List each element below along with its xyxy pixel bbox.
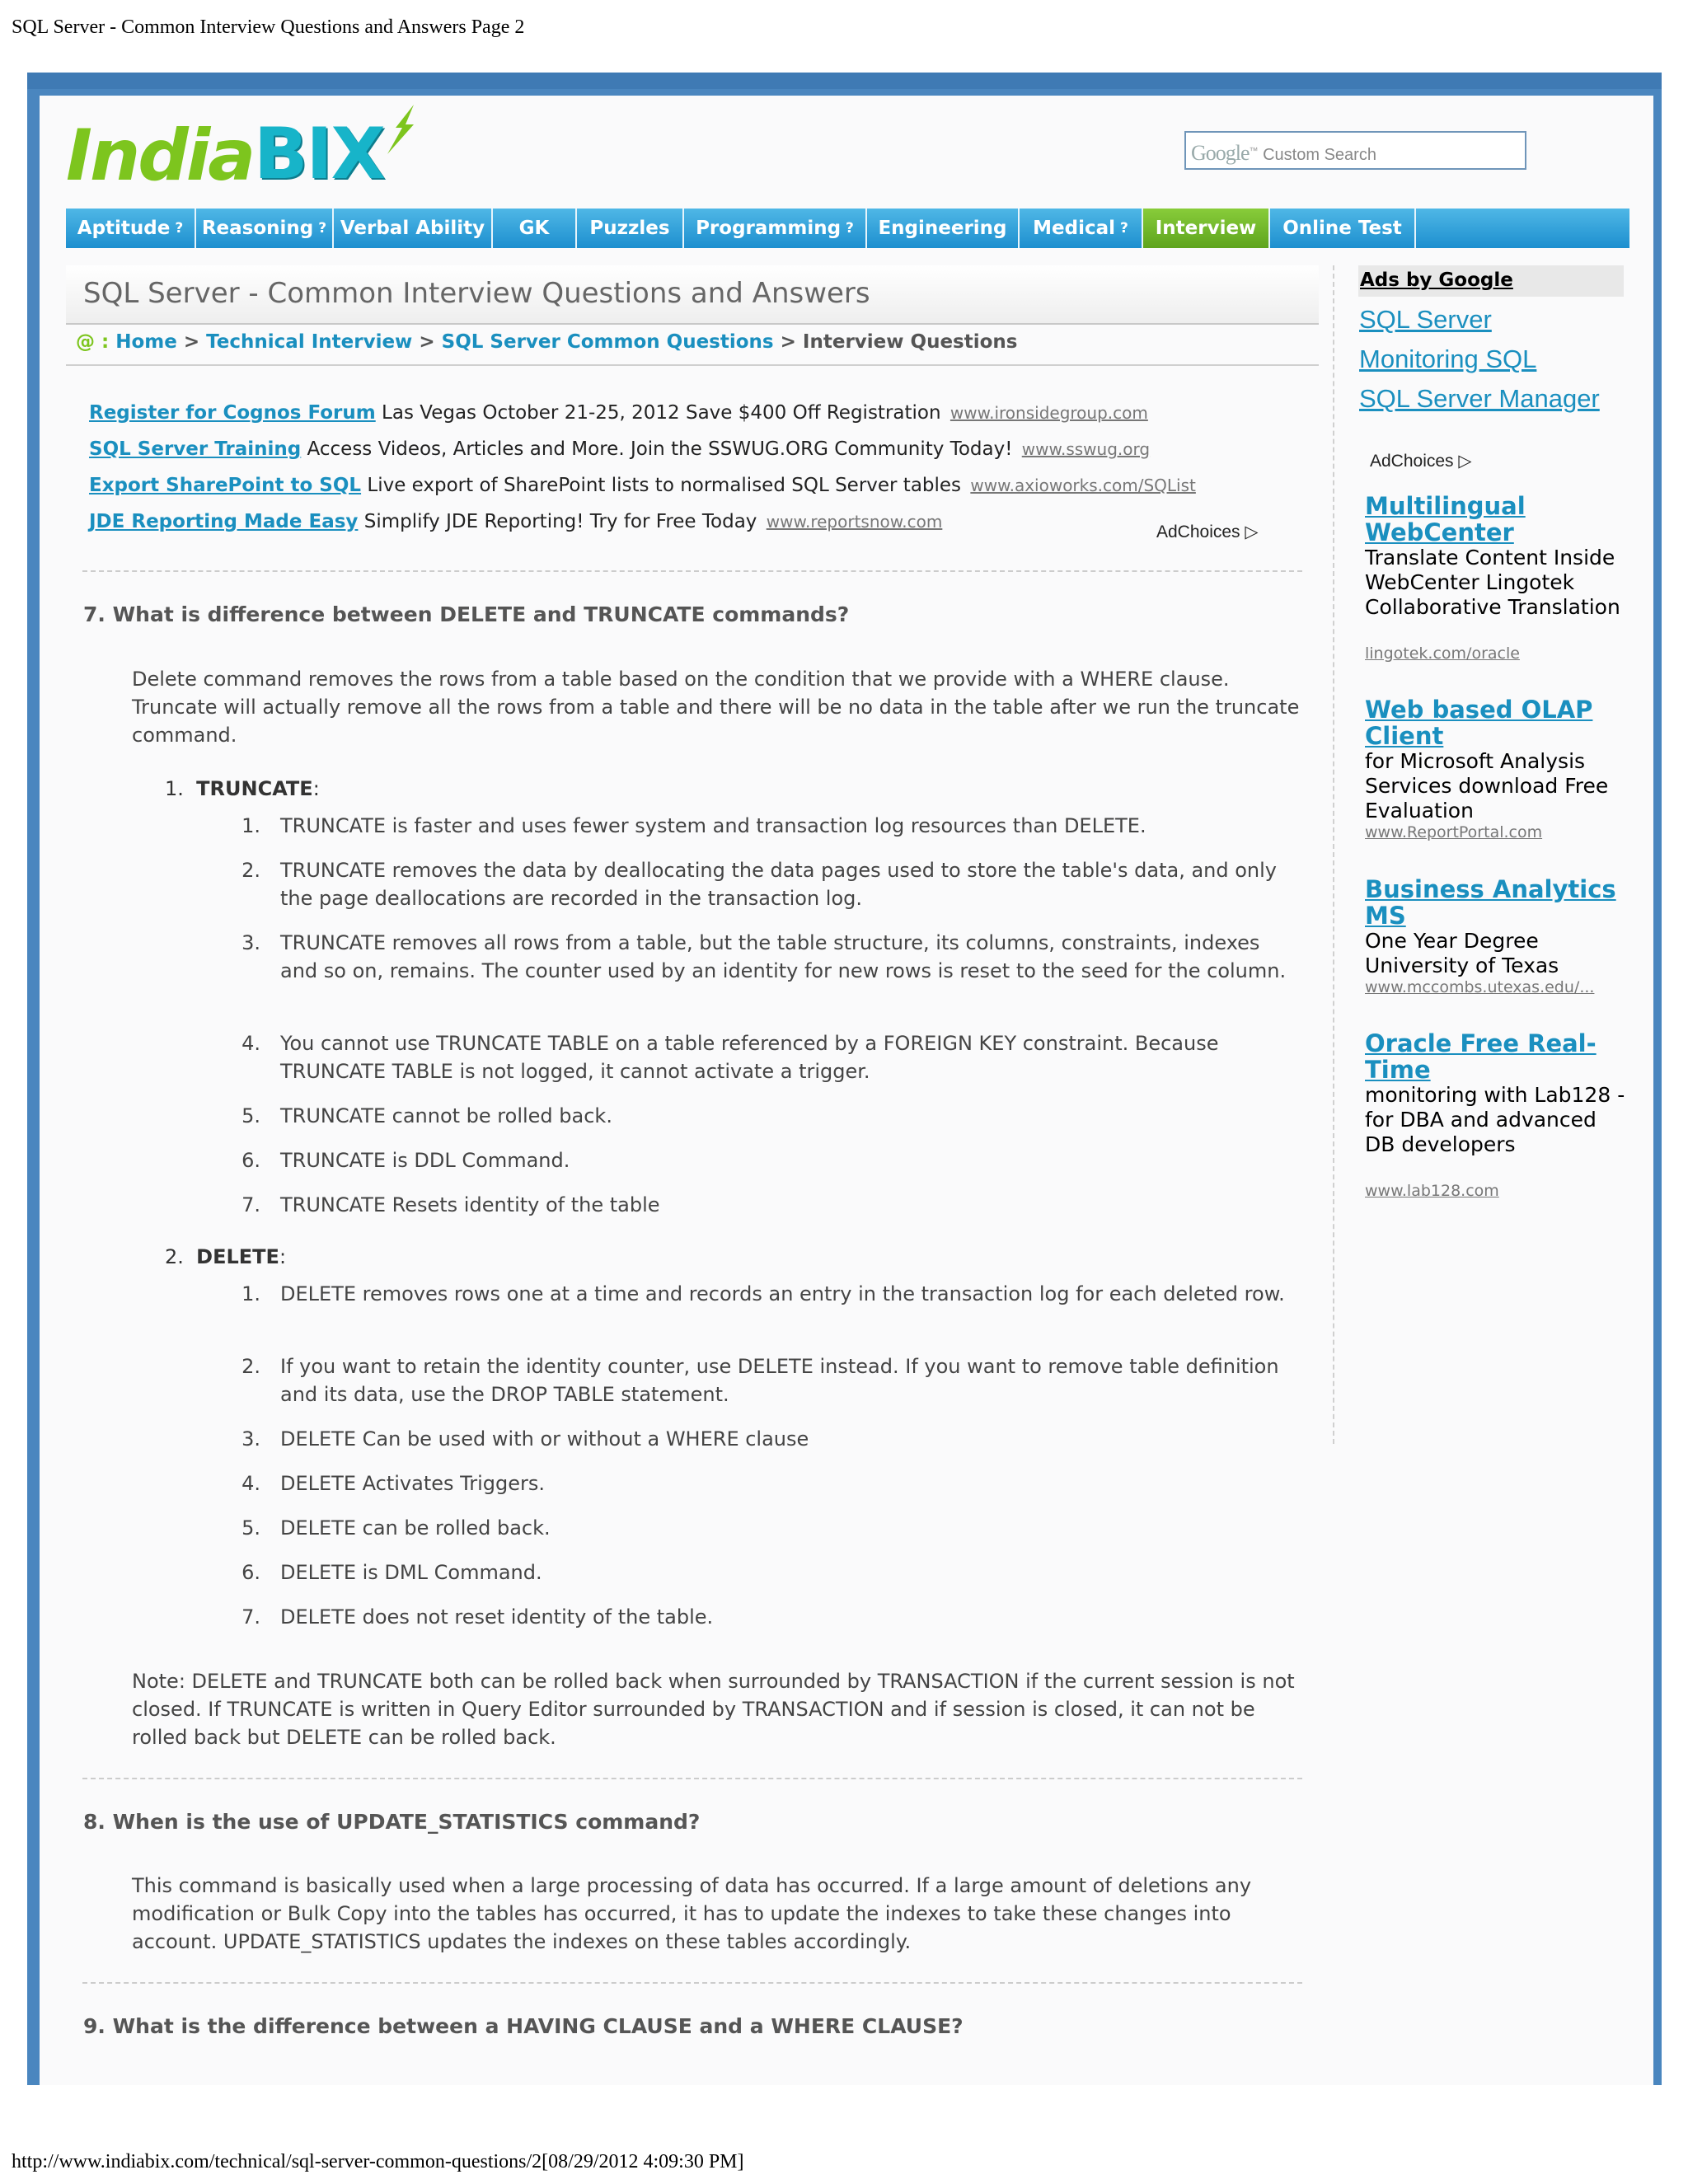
nav-reasoning[interactable] [196, 209, 334, 248]
question-7-note: Note: DELETE and TRUNCATE both can be rolled back when surrounded by TRANSACTION if the current session is not closed. If TRUNCATE is written in Query Editor surrounded by TRANSACTION and if session is closed, it can not be rolled back but DELETE can be rolled back. [132, 1670, 1295, 1749]
list-item-text: DELETE can be rolled back. [280, 1516, 551, 1540]
main-nav [66, 209, 1629, 248]
search-placeholder: Custom Search [1263, 146, 1376, 164]
question-9-title: 9. What is the difference between a HAVING CLAUSE and a WHERE CLAUSE? [83, 2014, 964, 2038]
adchoices-icon: ▷ [1458, 452, 1472, 471]
list-item-text: DELETE is DML Command. [280, 1561, 542, 1584]
breadcrumb-technical-link[interactable]: Technical Interview [206, 331, 413, 353]
sidebar-divider [1333, 265, 1334, 1444]
nav-help-icon: ? [1120, 220, 1128, 237]
list-number: 2. [241, 1355, 260, 1378]
sidebar-ad-text: One Year Degree University of Texas [1365, 929, 1559, 977]
sidebar-ad-text: monitoring with Lab128 - for DBA and advanced DB developers [1365, 1083, 1625, 1156]
list-number: 6. [241, 1149, 260, 1172]
breadcrumb-marker: @ : [76, 331, 110, 353]
google-link-monitoring-sql[interactable]: Monitoring SQL [1359, 344, 1537, 373]
list-item-text: TRUNCATE is faster and uses fewer system and transaction log resources than DELETE. [280, 814, 1146, 837]
google-brand-icon: Google [1191, 141, 1250, 165]
list-item-text: TRUNCATE Resets identity of the table [280, 1193, 660, 1216]
breadcrumb [76, 331, 1017, 353]
list-number: 2. [165, 1245, 184, 1268]
nav-medical[interactable] [1020, 209, 1143, 248]
ad-text: Live export of SharePoint lists to normalised SQL Server tables [367, 475, 962, 496]
ad-title-link[interactable]: Register for Cognos Forum [89, 402, 376, 424]
list-item-text: DELETE Activates Triggers. [280, 1472, 546, 1495]
list-item-text: TRUNCATE is DDL Command. [280, 1149, 570, 1172]
list-number: 3. [241, 931, 260, 954]
logo-bix-text: BIX [254, 113, 384, 195]
ad-url-link[interactable]: www.axioworks.com/SQList [970, 476, 1196, 495]
nav-label: Online Test [1282, 218, 1402, 239]
breadcrumb-sep: > [419, 331, 435, 353]
ads-by-google-header[interactable]: Ads by Google [1358, 265, 1624, 297]
text-ad [89, 475, 1196, 496]
sidebar-ad-title[interactable]: Business Analytics MS [1365, 875, 1616, 930]
adchoices-label: AdChoices [1156, 523, 1240, 541]
google-link-sql-server[interactable]: SQL Server [1359, 305, 1492, 334]
list-item-text: DELETE Can be used with or without a WHERE clause [280, 1427, 809, 1451]
list-number: 1. [241, 814, 260, 837]
sidebar-ad-text: for Microsoft Analysis Services download Free Evaluation [1365, 749, 1609, 823]
nav-help-icon: ? [846, 220, 854, 237]
question-7-title: 7. What is difference between DELETE and TRUNCATE commands? [83, 602, 850, 626]
list-item-text: TRUNCATE cannot be rolled back. [280, 1104, 612, 1127]
delete-label: DELETE [196, 1245, 279, 1268]
nav-label: GK [518, 218, 550, 239]
ad-text: Access Videos, Articles and More. Join the SSWUG.ORG Community Today! [307, 438, 1013, 460]
sidebar-ad-title[interactable]: Oracle Free Real-Time [1365, 1029, 1597, 1084]
page-title-box [66, 265, 1319, 325]
list-item-text: DELETE removes rows one at a time and records an entry in the transaction log for each deleted row. [280, 1282, 1285, 1305]
sidebar-ad-url[interactable]: www.ReportPortal.com [1365, 823, 1543, 841]
sidebar-ad-url[interactable]: www.lab128.com [1365, 1182, 1499, 1200]
nav-label: Programming [696, 218, 842, 239]
text-ad [89, 438, 1150, 460]
list-number: 7. [241, 1605, 260, 1629]
text-ad [89, 511, 942, 532]
list-number: 1. [165, 777, 184, 800]
question-8-title: 8. When is the use of UPDATE_STATISTICS command? [83, 1810, 701, 1834]
adchoices-label: AdChoices [1370, 452, 1454, 471]
nav-engineering[interactable] [867, 209, 1020, 248]
list-number: 4. [241, 1032, 260, 1055]
nav-programming[interactable] [684, 209, 867, 248]
list-number: 5. [241, 1104, 260, 1127]
list-item-text: TRUNCATE removes all rows from a table, but the table structure, its columns, constraints, indexes and so on, remains. The counter used by an identity for new rows is reset to the seed for the column. [280, 931, 1287, 982]
nav-label: Puzzles [589, 218, 670, 239]
ad-url-link[interactable]: www.sswug.org [1021, 439, 1151, 459]
list-item-text: If you want to retain the identity counter, use DELETE instead. If you want to remove table definition and its data, use the DROP TABLE statement. [280, 1355, 1279, 1406]
section-divider [82, 1982, 1302, 1984]
truncate-label: TRUNCATE [196, 777, 313, 800]
ad-text: Las Vegas October 21-25, 2012 Save $400 Off Registration [382, 402, 941, 424]
print-footer: http://www.indiabix.com/technical/sql-server-common-questions/2[08/29/2012 4:09:30 PM] [12, 2151, 744, 2172]
nav-verbal-ability[interactable] [334, 209, 493, 248]
nav-aptitude[interactable] [66, 209, 196, 248]
ad-title-link[interactable]: JDE Reporting Made Easy [89, 511, 359, 532]
breadcrumb-sep: > [183, 331, 200, 353]
truncate-heading: 1. TRUNCATE: [165, 777, 320, 800]
text-ad [89, 402, 1148, 424]
ad-text: Simplify JDE Reporting! Try for Free Today [363, 511, 757, 532]
sidebar-ad-text: Translate Content Inside WebCenter Lingotek Collaborative Translation [1365, 546, 1620, 619]
logo-india-text: India [66, 115, 254, 197]
breadcrumb-sql-link[interactable]: SQL Server Common Questions [441, 331, 774, 353]
google-link-sql-server-manager[interactable]: SQL Server Manager [1359, 384, 1600, 413]
sidebar-ad-title[interactable]: Multilingual WebCenter [1365, 492, 1526, 546]
breadcrumb-current: Interview Questions [802, 331, 1018, 353]
ad-url-link[interactable]: www.reportsnow.com [766, 512, 943, 532]
ad-url-link[interactable]: www.ironsidegroup.com [950, 403, 1148, 423]
question-8-answer: This command is basically used when a large processing of data has occurred. If a large amount of deletions any modification or Bulk Copy into the tables has occurred, it has to update the indexes to take these changes into account. UPDATE_STATISTICS updates the indexes on these tables accordingly. [132, 1874, 1252, 1953]
nav-label: Medical [1033, 218, 1115, 239]
breadcrumb-home-link[interactable]: Home [115, 331, 177, 353]
nav-online-test[interactable] [1270, 209, 1416, 248]
nav-label: Aptitude [77, 218, 171, 239]
list-number: 1. [241, 1282, 260, 1305]
page-title: SQL Server - Common Interview Questions and Answers [83, 277, 870, 310]
delete-heading: 2. DELETE: [165, 1245, 287, 1268]
nav-label: Reasoning [201, 218, 314, 239]
list-number: 2. [241, 859, 260, 882]
logo-spark-icon [381, 103, 422, 161]
ad-title-link[interactable]: Export SharePoint to SQL [89, 475, 362, 496]
adchoices-link[interactable] [1156, 522, 1259, 542]
list-number: 4. [241, 1472, 260, 1495]
list-number: 7. [241, 1193, 260, 1216]
indiabix-logo[interactable] [66, 103, 420, 206]
adchoices-icon: ▷ [1245, 523, 1259, 541]
print-header: SQL Server - Common Interview Questions and Answers Page 2 [12, 16, 525, 38]
list-number: 5. [241, 1516, 260, 1540]
nav-gk[interactable] [493, 209, 577, 248]
nav-label: Interview [1155, 218, 1257, 239]
list-number: 3. [241, 1427, 260, 1451]
search-input[interactable] [1184, 131, 1526, 170]
list-number: 6. [241, 1561, 260, 1584]
list-item-text: You cannot use TRUNCATE TABLE on a table referenced by a FOREIGN KEY constraint. Because TRUNCATE TABLE is not logged, it cannot activate a trigger. [280, 1032, 1219, 1083]
sidebar-ad-url[interactable]: lingotek.com/oracle [1365, 644, 1520, 663]
nav-label: Engineering [878, 218, 1007, 239]
list-item-text: TRUNCATE removes the data by deallocating the data pages used to store the table's data, and only the page deallocations are recorded in the transaction log. [280, 859, 1278, 910]
section-divider [82, 1778, 1302, 1779]
nav-interview[interactable] [1143, 209, 1270, 248]
google-tm: ™ [1249, 146, 1259, 157]
nav-help-icon: ? [175, 220, 184, 237]
nav-help-icon: ? [318, 220, 327, 237]
sidebar-ad-title[interactable]: Web based OLAP Client [1365, 696, 1593, 750]
list-item-text: DELETE does not reset identity of the table. [280, 1605, 714, 1629]
ad-title-link[interactable]: SQL Server Training [89, 438, 302, 460]
nav-label: Verbal Ability [340, 218, 485, 239]
question-7-intro: Delete command removes the rows from a table based on the condition that we provide with a WHERE clause. Truncate will actually remove all the rows from a table and there will be no data in the table after we run the truncate command. [132, 668, 1300, 747]
section-divider [82, 570, 1302, 572]
breadcrumb-divider [66, 364, 1319, 366]
adchoices-link[interactable] [1370, 451, 1472, 471]
sidebar-ad-url[interactable]: www.mccombs.utexas.edu/... [1365, 978, 1595, 996]
nav-puzzles[interactable] [577, 209, 684, 248]
breadcrumb-sep: > [780, 331, 796, 353]
